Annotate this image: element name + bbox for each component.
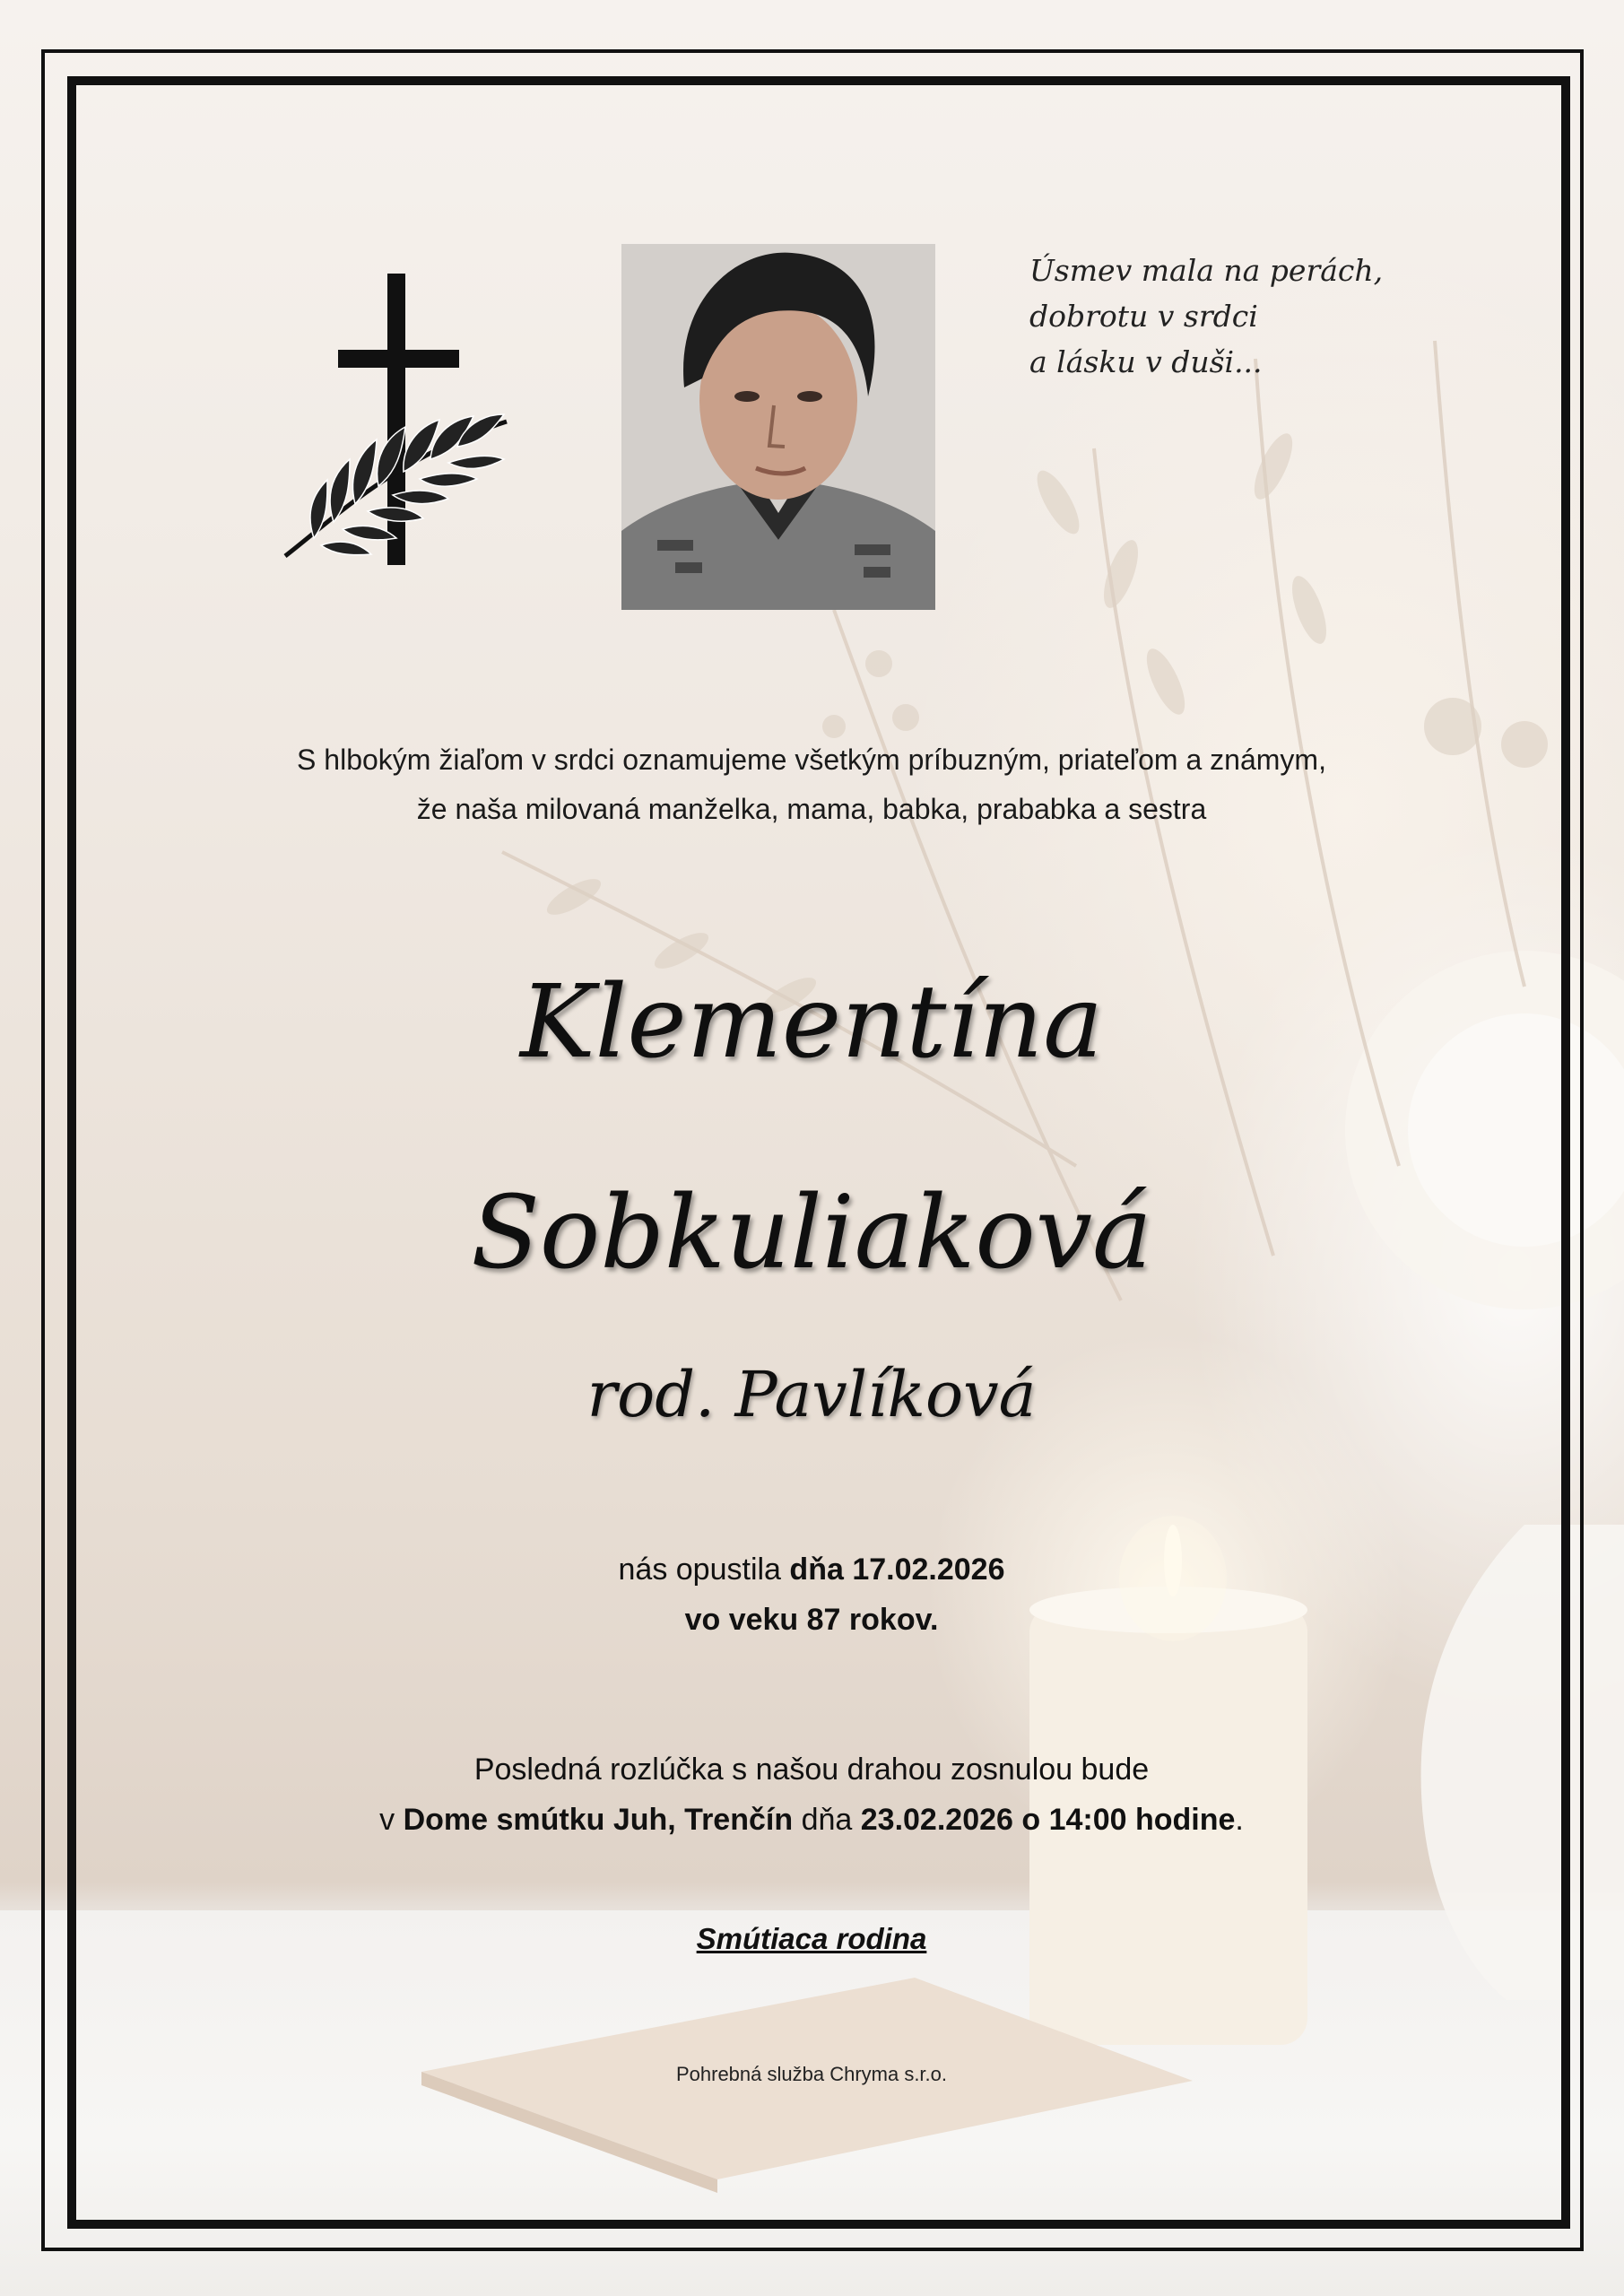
funeral-intro: Posledná rozlúčka s našou drahou zosnulou bude [473,1752,1150,1787]
funeral-prefix: v [379,1803,395,1837]
death-age-line [143,1595,1480,1645]
motto-line: Úsmev mala na perách, [1029,253,1384,288]
announcement-line: že naša milovaná manželka, mama, babka, prababka a sestra [416,793,1207,825]
death-age: vo veku 87 rokov. [684,1603,939,1637]
motto-line: a lásku v duši... [1029,344,1263,379]
portrait-photo [621,244,935,610]
deceased-first-name: Klementína [519,964,1104,1081]
death-info [143,1544,1480,1645]
funeral-date-prefix: dňa [801,1803,853,1837]
family-signature: Smútiaca rodina [696,1922,927,1955]
death-prefix: nás opustila [618,1552,781,1587]
cross-icon [278,269,520,578]
funeral-info [143,1744,1480,1845]
announcement [143,735,1480,834]
death-date-line [143,1544,1480,1595]
funeral-details-line [143,1795,1480,1845]
funeral-datetime: 23.02.2026 o 14:00 hodine [860,1803,1236,1837]
funeral-suffix: . [1235,1803,1244,1837]
motto-verse [1029,248,1460,385]
motto-line: dobrotu v srdci [1029,299,1258,334]
funeral-service-name: Pohrebná služba Chryma s.r.o. [675,2063,948,2085]
death-date: dňa 17.02.2026 [789,1552,1005,1587]
deceased-last-name: Sobkuliaková [471,1175,1152,1292]
deceased-maiden-name: rod. Pavlíková [586,1358,1037,1431]
announcement-line: S hlbokým žiaľom v srdci oznamujeme všetkým príbuzným, priateľom a známym, [297,744,1326,776]
funeral-place: Dome smútku Juh, Trenčín [403,1803,794,1837]
